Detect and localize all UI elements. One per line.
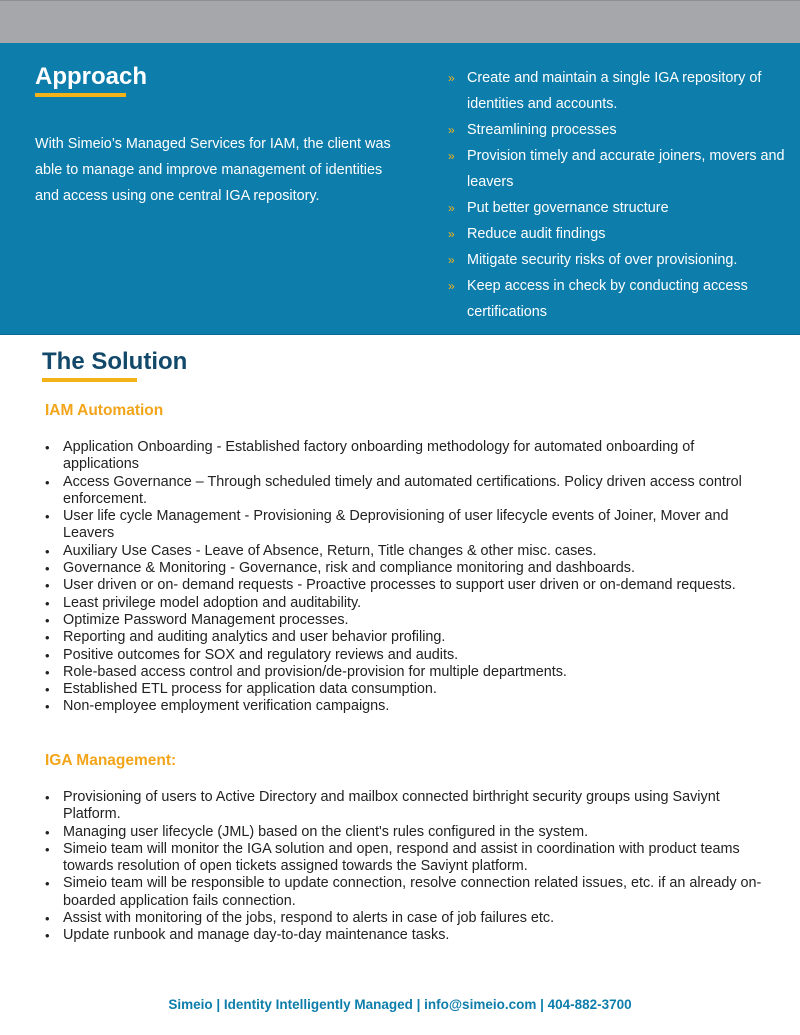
list-item: • User driven or on- demand requests - Proactive processes to support user driven or on-demand requests. bbox=[45, 577, 736, 594]
chevron-bullet-icon: » bbox=[448, 201, 455, 215]
bullet-dot-icon: • bbox=[45, 474, 50, 490]
top-banner-bar bbox=[0, 0, 800, 43]
list-item: • Auxiliary Use Cases - Leave of Absence, Return, Title changes & other misc. cases. bbox=[45, 542, 597, 559]
iam-automation-heading: IAM Automation bbox=[45, 402, 164, 419]
approach-benefit-item: » Mitigate security risks of over provisioning. bbox=[448, 247, 793, 273]
list-item: • Managing user lifecycle (JML) based on the client's rules configured in the system. bbox=[45, 823, 589, 840]
bullet-dot-icon: • bbox=[45, 440, 50, 455]
list-item: • Reporting and auditing analytics and user behavior profiling. bbox=[45, 629, 446, 646]
approach-benefit-item: » Create and maintain a single IGA repository of identities and accounts. bbox=[448, 65, 793, 117]
bullet-dot-icon: • bbox=[45, 841, 50, 857]
list-item: • Positive outcomes for SOX and regulatory reviews and audits. bbox=[45, 646, 459, 663]
bullet-dot-icon: • bbox=[45, 824, 50, 840]
bullet-dot-icon: • bbox=[45, 682, 50, 698]
bullet-dot-icon: • bbox=[45, 578, 50, 594]
chevron-bullet-icon: » bbox=[448, 71, 455, 85]
page-footer: Simeio | Identity Intelligently Managed | info@simeio.com | 404-882-3700 bbox=[168, 997, 632, 1012]
solution-title: The Solution bbox=[42, 348, 188, 375]
bullet-dot-icon: • bbox=[45, 612, 50, 628]
chevron-bullet-icon: » bbox=[448, 123, 455, 137]
list-item: • Least privilege model adoption and auditability. bbox=[45, 594, 362, 611]
list-item: • Update runbook and manage day-to-day maintenance tasks. bbox=[45, 927, 450, 944]
approach-benefit-item: » Reduce audit findings bbox=[448, 221, 793, 247]
bullet-dot-icon: • bbox=[45, 876, 50, 892]
approach-benefit-item: » Streamlining processes bbox=[448, 117, 793, 143]
list-item: • Role-based access control and provision/de-provision for multiple departments. bbox=[45, 663, 567, 680]
approach-benefit-item: » Keep access in check by conducting access certifications bbox=[448, 273, 793, 325]
approach-title-underline bbox=[35, 93, 126, 97]
chevron-bullet-icon: » bbox=[448, 279, 455, 293]
list-item: • Optimize Password Management processes. bbox=[45, 611, 349, 628]
iga-management-heading: IGA Management: bbox=[45, 752, 177, 769]
approach-title: Approach bbox=[35, 63, 148, 90]
approach-benefits-list bbox=[448, 65, 793, 325]
list-item: • Provisioning of users to Active Directory and mailbox connected birthright security groups using Saviynt Platform. bbox=[45, 789, 720, 823]
list-item: • Assist with monitoring of the jobs, respond to alerts in case of job failures etc. bbox=[45, 910, 555, 927]
list-item: • Established ETL process for application data consumption. bbox=[45, 681, 437, 698]
list-item: • Access Governance – Through scheduled timely and automated certifications. Policy driven access control enforcement. bbox=[45, 473, 742, 507]
chevron-bullet-icon: » bbox=[448, 149, 455, 163]
bullet-dot-icon: • bbox=[45, 790, 50, 805]
bullet-dot-icon: • bbox=[45, 509, 50, 525]
bullet-dot-icon: • bbox=[45, 699, 50, 715]
bullet-dot-icon: • bbox=[45, 664, 50, 680]
bullet-dot-icon: • bbox=[45, 647, 50, 663]
bullet-dot-icon: • bbox=[45, 630, 50, 646]
iga-management-list bbox=[45, 789, 765, 945]
list-item: • Non-employee employment verification campaigns. bbox=[45, 698, 390, 715]
bullet-dot-icon: • bbox=[45, 595, 50, 611]
solution-title-underline bbox=[42, 378, 137, 382]
approach-panel bbox=[0, 43, 800, 335]
list-item: • Simeio team will be responsible to update connection, resolve connection related issues, etc. if an already on-boarded application fails connection. bbox=[45, 875, 762, 909]
bullet-dot-icon: • bbox=[45, 928, 50, 944]
approach-benefit-item: » Provision timely and accurate joiners, movers and leavers bbox=[448, 143, 793, 195]
approach-benefit-item: » Put better governance structure bbox=[448, 195, 793, 221]
chevron-bullet-icon: » bbox=[448, 227, 455, 241]
list-item: • Simeio team will monitor the IGA solution and open, respond and assist in coordination with product teams towards resolution of open tickets assigned towards the Saviynt platform. bbox=[45, 840, 740, 875]
iam-automation-list bbox=[45, 439, 765, 716]
list-item: • User life cycle Management - Provisioning & Deprovisioning of user lifecycle events of Joiner, Mover and Leavers bbox=[45, 508, 729, 542]
bullet-dot-icon: • bbox=[45, 543, 50, 559]
chevron-bullet-icon: » bbox=[448, 253, 455, 267]
list-item: • Governance & Monitoring - Governance, risk and compliance monitoring and dashboards. bbox=[45, 560, 635, 577]
bullet-dot-icon: • bbox=[45, 911, 50, 927]
list-item: • Application Onboarding - Established factory onboarding methodology for automated onboarding of applications bbox=[45, 439, 695, 473]
bullet-dot-icon: • bbox=[45, 561, 50, 577]
approach-paragraph: With Simeio’s Managed Services for IAM, the client was able to manage and improve management of identities and access using one central IGA repository. bbox=[35, 136, 391, 204]
